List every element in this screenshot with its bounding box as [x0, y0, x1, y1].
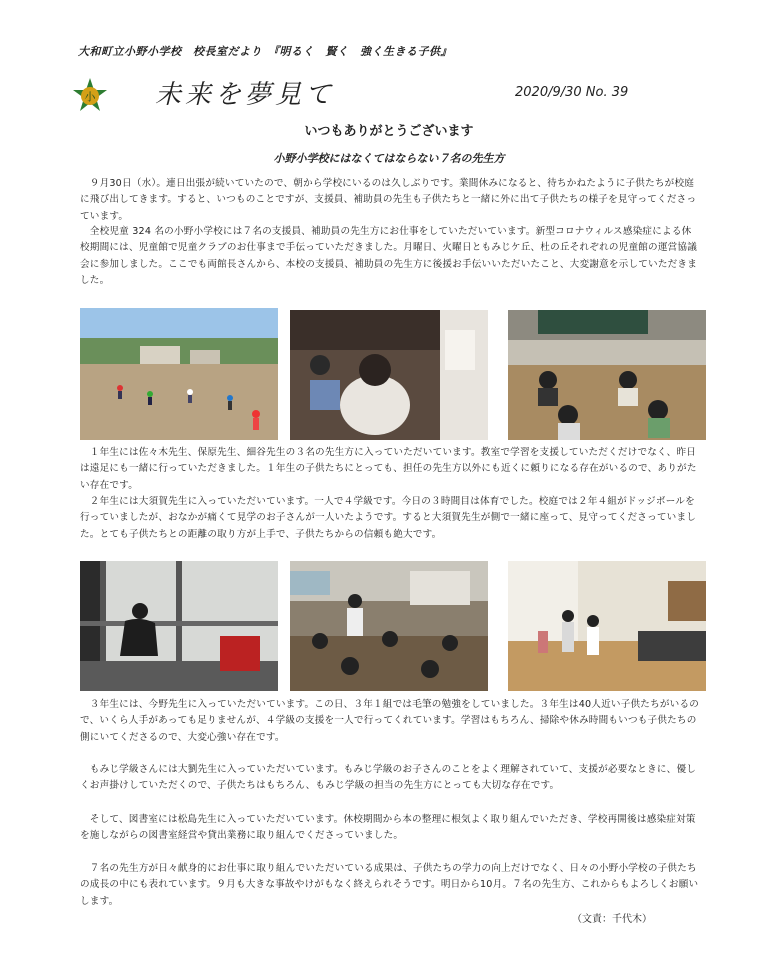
paragraph-6: もみじ学級さんには大劉先生に入っていただいています。もみじ学級のお子さんのことをよく理解されていて、支援が必要なときに、優しくお声掛けしていただくので、子供たちはもちろん、もみじ学級の担当の先生方にとっても大切な存在です。	[80, 764, 697, 792]
emblem-text: 小	[84, 90, 96, 104]
paragraph-1: ９月30日（水）。連日出張が続いていたので、朝から学校にいるのは久しぶりです。業間休みになると、待ちかねたように子供たちが校庭に飛び出してきます。すると、いつものことですが、支援員、補助員の先生も子供たちと一緒に外に出て子供たちの様子を見守ってくださっています。	[80, 178, 697, 222]
paragraph-4: ２年生には大須賀先生に入っていただいています。一人で４学級です。今日の３時間目は体育でした。校庭では２年４組がドッジボールを行っていましたが、おなかが痛くて見学のお子さんが一人いたようです。すると大須賀先生が側で一緒に座って、見守ってくださっていました。とても子供たちとの距離の取り方が上手で、子供たちからの信頼も絶大です。	[80, 496, 697, 540]
issue-date-number: 2020/9/30 No. 39	[515, 85, 629, 100]
paragraph-5: ３年生には、今野先生に入っていただいています。この日、３年１組では毛筆の勉強をしていました。３年生は40人近い子供たちがいるので、いくら人手があっても足りませんが、４学級の支援を一人で行ってくれています。学習はもちろん、掃除や休み時間もいつも子供たちの側にいてくださるので、大変心強い存在です。	[80, 699, 700, 743]
article-headline: いつもありがとうございます	[304, 124, 474, 139]
article-subheadline: 小野小学校にはなくてはならない７名の先生方	[273, 152, 505, 165]
photo-schoolyard-children	[80, 308, 278, 440]
newsletter-title: 未来を夢見て	[155, 80, 336, 110]
photo-classroom-desks	[508, 310, 706, 440]
paragraph-2: 全校児童 324 名の小野小学校には７名の支援員、補助員の先生方にお仕事をしていただいています。新型コロナウィルス感染症による休校期間には、児童館で児童クラブのお仕事まで手伝っていただきました。月曜日、火曜日ともみじケ丘、杜の丘それぞれの児童館の運営協議会に参加しました。ここでも両館長さんから、本校の支援員、補助員の先生方に後援お手伝いいただいたこと、大変謝意を示していただきました。	[80, 226, 698, 286]
school-emblem-icon	[70, 76, 110, 116]
signature: （文責：千代木）	[572, 914, 652, 925]
photo-classroom-support	[290, 310, 488, 440]
paragraph-8: ７名の先生方が日々献身的にお仕事に取り組んでいただいている成果は、子供たちの学力の向上だけでなく、日々の小野小学校の子供たちの成長の中にも表れています。９月も大きな事故やけがもなく終えられそうです。明日から10月。７名の先生方、これからもよろしくお願いします。	[80, 863, 699, 907]
photo-calligraphy-class	[290, 561, 488, 691]
school-header-line: 大和町立小野小学校 校長室だより 『明るく 賢く 強く生きる子供』	[78, 45, 452, 58]
photo-window-silhouette	[80, 561, 278, 691]
photo-library	[508, 561, 706, 691]
paragraph-3: １年生には佐々木先生、保原先生、細谷先生の３名の先生方に入っていただいています。教室で学習を支援していただくだけでなく、昨日は遠足にも一緒に行っていただきました。１年生の子供たちにとっても、担任の先生方以外にも近くに頼りになる存在がいるので、ありがたい存在です。	[80, 447, 697, 491]
paragraph-7: そして、図書室には松島先生に入っていただいています。休校期間から本の整理に根気よく取り組んでいただき、学校再開後は感染症対策を施しながらの図書室経営や貸出業務に取り組んでくださっていました。	[80, 814, 696, 842]
